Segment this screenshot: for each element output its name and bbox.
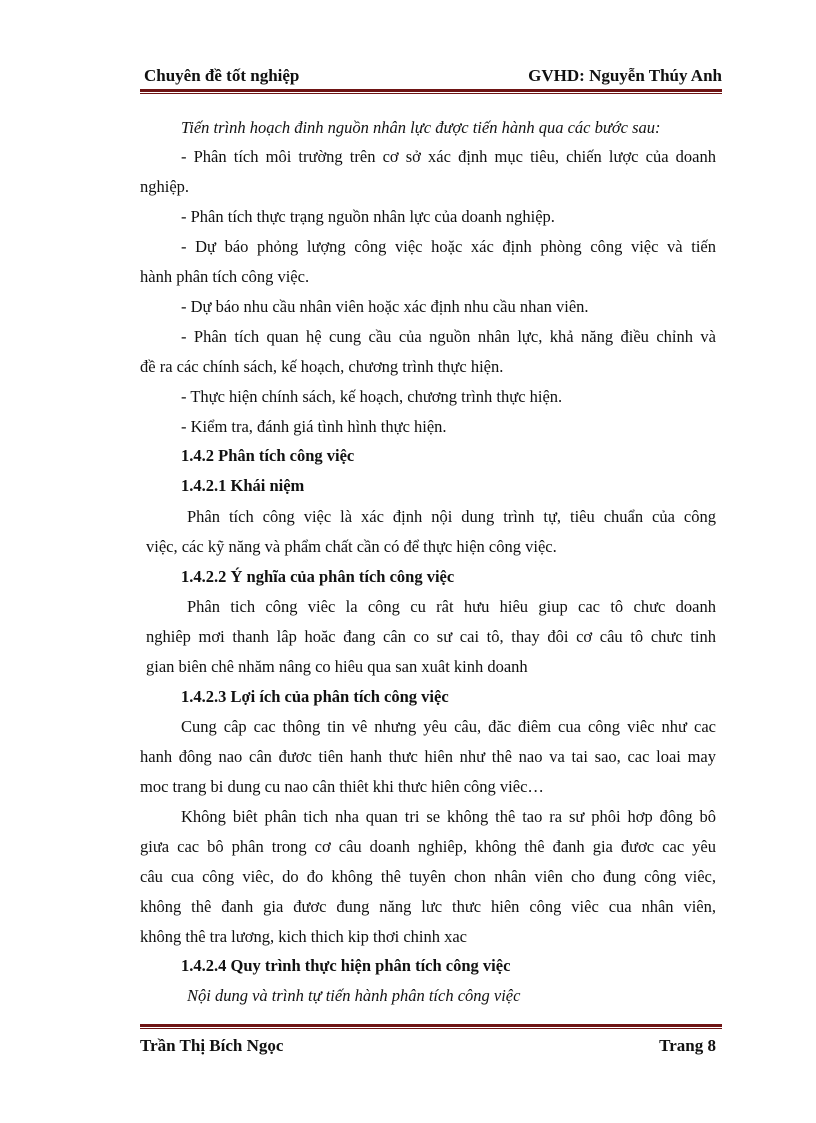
body-line: - Phân tích môi trường trên cơ sở xác định mục tiêu, chiến lược của doanh <box>181 147 716 166</box>
body-line: gian biên chê nhăm nâng co hiêu qua san xuât kinh doanh <box>146 657 528 676</box>
body-line: Cung câp cac thông tin vê nhưng yêu câu, đăc điêm cua công viêc như cac <box>181 717 716 736</box>
header-rule <box>140 89 722 94</box>
subsection-heading: 1.4.2.3 Lợi ích của phân tích công việc <box>181 687 449 706</box>
footer-author: Trần Thị Bích Ngọc <box>140 1036 284 1055</box>
header-title: Chuyên đề tốt nghiệp <box>144 66 300 85</box>
subsection-heading: 1.4.2.4 Quy trình thực hiện phân tích công việc <box>181 956 511 975</box>
page-number: Trang 8 <box>659 1036 716 1055</box>
body-line: Phân tích công việc là xác định nội dung trình tự, tiêu chuẩn của công <box>187 507 716 526</box>
page-footer <box>140 1036 716 1060</box>
body-line: không thê đanh gia đươc đung năng lưc thưc hiên công viêc cua nhân viên, <box>140 897 716 916</box>
body-line: việc, các kỹ năng và phẩm chất cần có để thực hiện công việc. <box>146 537 557 556</box>
header-advisor: GVHD: Nguyễn Thúy Anh <box>528 66 722 85</box>
subsection-heading: 1.4.2.2 Ý nghĩa của phân tích công việc <box>181 567 455 586</box>
body-line: - Dự báo phỏng lượng công việc hoặc xác định phòng công việc và tiến <box>181 237 716 256</box>
body-line: nghiêp mơi thanh lâp hoăc đang cân co sư cai tô, thay đôi cơ câu tô chưc tinh <box>146 627 716 646</box>
subsection-heading: 1.4.2.1 Khái niệm <box>181 476 305 495</box>
body-line: - Kiểm tra, đánh giá tình hình thực hiện. <box>181 417 447 436</box>
body-line: không thê tra lương, kich thich kip thơi chinh xac <box>140 927 467 946</box>
body-line: - Phân tích thực trạng nguồn nhân lực của doanh nghiệp. <box>181 207 555 226</box>
body-line: Nội dung và trình tự tiến hành phân tích công việc <box>187 986 521 1005</box>
body-line: giưa cac bô phân trong cơ câu doanh nghiêp, không thê đanh gia đươc cac yêu <box>140 837 716 856</box>
body-line: Không biêt phân tich nha quan tri se không thê tao ra sư phôi hơp đông bô <box>181 807 716 826</box>
body-line: đề ra các chính sách, kế hoạch, chương trình thực hiện. <box>140 357 504 376</box>
body-line: - Dự báo nhu cầu nhân viên hoặc xác định nhu cầu nhan viên. <box>181 297 589 316</box>
body-line: nghiệp. <box>140 177 190 196</box>
page-header <box>140 66 722 90</box>
body-line: Phân tich công viêc la công cu rât hưu hiêu giup cac tô chưc doanh <box>187 597 716 616</box>
body-line: - Phân tích quan hệ cung cầu của nguồn nhân lực, khả năng điều chỉnh và <box>181 327 716 346</box>
body-line: câu cua công viêc, do đo không thê tuyên chon nhân viên cho đung công viêc, <box>140 867 716 886</box>
section-heading: 1.4.2 Phân tích công việc <box>181 446 355 465</box>
body-line: moc trang bi dung cu nao cân thiêt khi thưc hiên công viêc… <box>140 777 544 796</box>
body-line: hành phân tích công việc. <box>140 267 310 286</box>
body-line: hanh đông nao cân đươc tiên hanh thưc hiên như thê nao va tai sao, cac loai may <box>140 747 716 766</box>
intro-line: Tiến trình hoạch đinh nguồn nhân lực được tiến hành qua các bước sau: <box>181 118 661 137</box>
body-line: - Thực hiện chính sách, kế hoạch, chương trình thực hiện. <box>181 387 563 406</box>
footer-rule <box>140 1024 722 1029</box>
